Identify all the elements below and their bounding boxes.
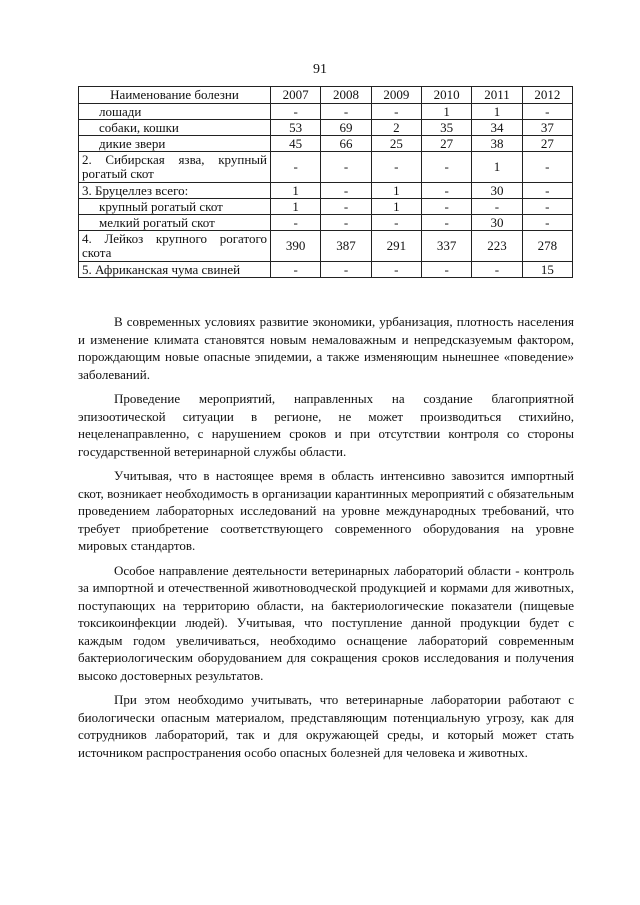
row-value: -	[321, 183, 371, 199]
row-value: -	[271, 152, 321, 183]
disease-statistics-table	[78, 86, 573, 278]
table-row	[79, 199, 573, 215]
row-disease-name: 4. Лейкоз крупного рогатого скота	[79, 231, 271, 262]
row-value: -	[421, 215, 471, 231]
row-value: -	[371, 215, 421, 231]
row-value: -	[321, 215, 371, 231]
row-disease-name: 5. Африканская чума свиней	[79, 262, 271, 278]
table-row	[79, 183, 573, 199]
table-row	[79, 262, 573, 278]
row-value: 15	[522, 262, 572, 278]
paragraph: При этом необходимо учитывать, что ветеринарные лаборатории работают с биологически опасным материалом, представляющим потенциальную угрозу, как для сотрудников лабораторий, так и для окружающей среды, и который может стать источником распространения особо опасных болезней для человека и животных.	[78, 692, 574, 760]
row-disease-name: мелкий рогатый скот	[79, 215, 271, 231]
row-value: -	[522, 152, 572, 183]
row-value: 1	[472, 152, 522, 183]
row-value: -	[522, 215, 572, 231]
row-value: 223	[472, 231, 522, 262]
paragraph: В современных условиях развитие экономики, урбанизация, плотность населения и изменение климата становятся новым немаловажным и непредсказуемым фактором, порождающим новые опасные эпидемии, а также изменяющим нынешнее «поведение» заболеваний.	[78, 314, 574, 382]
row-value: 390	[271, 231, 321, 262]
row-value: 38	[472, 136, 522, 152]
row-value: -	[522, 183, 572, 199]
row-value: -	[421, 262, 471, 278]
row-value: 1	[472, 104, 522, 120]
row-value: 37	[522, 120, 572, 136]
row-value: 30	[472, 183, 522, 199]
row-value: -	[371, 262, 421, 278]
row-value: -	[371, 152, 421, 183]
row-value: 278	[522, 231, 572, 262]
row-value: 34	[472, 120, 522, 136]
row-value: 27	[421, 136, 471, 152]
row-value: -	[421, 199, 471, 215]
row-value: 387	[321, 231, 371, 262]
row-value: -	[271, 104, 321, 120]
row-value: 53	[271, 120, 321, 136]
paragraph: Проведение мероприятий, направленных на создание благоприятной эпизоотической ситуации в регионе, не может производиться стихийно, нецеленаправленно, с нарушением сроков и при отсутствии контроля со стороны государственной ветеринарной службы области.	[78, 391, 574, 459]
row-value: -	[421, 152, 471, 183]
row-disease-name: 3. Бруцеллез всего:	[79, 183, 271, 199]
row-value: -	[472, 262, 522, 278]
row-value: -	[321, 262, 371, 278]
paragraph: Учитывая, что в настоящее время в область интенсивно завозится импортный скот, возникает необходимость в организации карантинных мероприятий с обязательным проведением лабораторных исследований на уровне международных требований, что требует приобретение соответствующего современного оборудования на уровне мировых стандартов.	[78, 468, 574, 553]
header-year: 2012	[522, 87, 572, 104]
row-value: 66	[321, 136, 371, 152]
row-value: 30	[472, 215, 522, 231]
row-value: 35	[421, 120, 471, 136]
row-disease-name: 2. Сибирская язва, крупный рогатый скот	[79, 152, 271, 183]
table-row	[79, 215, 573, 231]
row-value: -	[371, 104, 421, 120]
row-value: 1	[421, 104, 471, 120]
header-year: 2010	[421, 87, 471, 104]
table-header-row	[79, 87, 573, 104]
row-value: -	[271, 215, 321, 231]
header-year: 2008	[321, 87, 371, 104]
header-disease-name: Наименование болезни	[79, 87, 271, 104]
row-value: -	[421, 183, 471, 199]
table-row	[79, 104, 573, 120]
row-value: 25	[371, 136, 421, 152]
header-year: 2011	[472, 87, 522, 104]
row-value: -	[321, 199, 371, 215]
body-text	[78, 313, 574, 768]
row-value: -	[271, 262, 321, 278]
row-value: 337	[421, 231, 471, 262]
table-row	[79, 120, 573, 136]
table-row	[79, 231, 573, 262]
page-number: 91	[313, 62, 327, 77]
row-value: -	[321, 104, 371, 120]
header-year: 2009	[371, 87, 421, 104]
row-disease-name: дикие звери	[79, 136, 271, 152]
row-value: -	[522, 104, 572, 120]
row-value: 1	[271, 199, 321, 215]
header-year: 2007	[271, 87, 321, 104]
row-value: -	[522, 199, 572, 215]
table-row	[79, 136, 573, 152]
row-value: 45	[271, 136, 321, 152]
row-value: 1	[271, 183, 321, 199]
row-disease-name: крупный рогатый скот	[79, 199, 271, 215]
row-disease-name: лошади	[79, 104, 271, 120]
row-value: 291	[371, 231, 421, 262]
paragraph: Особое направление деятельности ветеринарных лабораторий области - контроль за импортной и отечественной животноводческой продукцией и кормами для животных, поступающих на территорию области, на бактериологические показатели (пищевые токсикоинфекции людей). Учитывая, что поступление данной продукции будет с каждым годом увеличиваться, необходимо оснащение лабораторий современным бактериологическим оборудованием для сокращения сроков исследования и получения высоко достоверных результатов.	[78, 562, 574, 683]
row-value: 1	[371, 199, 421, 215]
row-disease-name: собаки, кошки	[79, 120, 271, 136]
row-value: 69	[321, 120, 371, 136]
row-value: 1	[371, 183, 421, 199]
row-value: -	[472, 199, 522, 215]
table-row	[79, 152, 573, 183]
row-value: 27	[522, 136, 572, 152]
row-value: 2	[371, 120, 421, 136]
row-value: -	[321, 152, 371, 183]
